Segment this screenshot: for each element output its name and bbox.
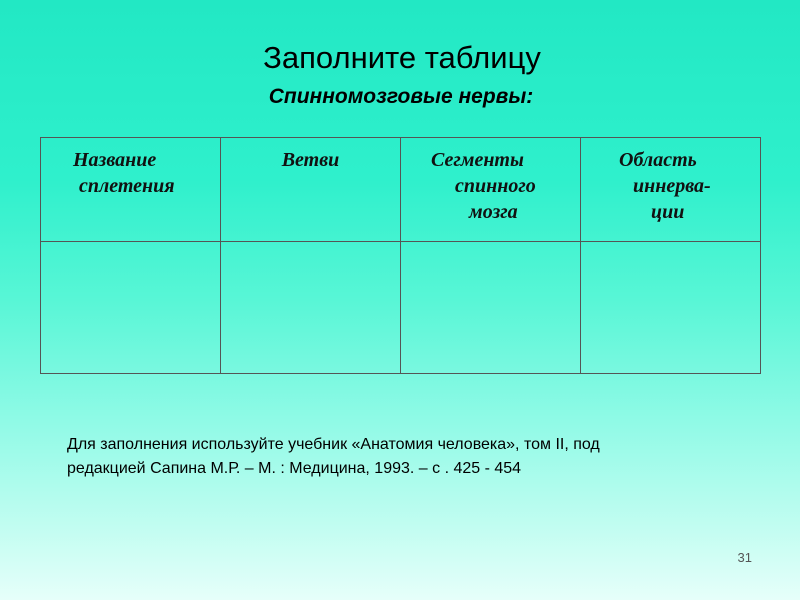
- header-line: сплетения: [79, 175, 175, 197]
- header-line: иннерва-: [633, 175, 711, 197]
- header-line: Область: [619, 149, 697, 171]
- header-line: мозга: [469, 201, 518, 223]
- table-cell-spinal-segments[interactable]: [401, 242, 581, 374]
- note-line-1: Для заполнения используйте учебник «Анатомия человека», том II, под: [67, 436, 600, 453]
- table-cell-plexus-name[interactable]: [41, 242, 221, 374]
- header-branches: [221, 138, 401, 242]
- note-line-2: редакцией Сапина М.Р. – М. : Медицина, 1993. – с . 425 - 454: [67, 460, 522, 477]
- header-line: Сегменты: [431, 149, 524, 171]
- table-row: [41, 242, 761, 374]
- header-innervation-area: [581, 138, 761, 242]
- header-line: Название: [73, 149, 157, 171]
- page-number: 31: [737, 550, 752, 565]
- header-line: спинного: [455, 175, 536, 197]
- header-line: Ветви: [281, 149, 340, 171]
- worksheet-table: [40, 137, 761, 374]
- table-cell-innervation-area[interactable]: [581, 242, 761, 374]
- slide-subtitle: [0, 85, 800, 109]
- textbook-reference-note: [67, 433, 767, 481]
- header-plexus-name: [41, 138, 221, 242]
- slide-title-text: Заполните таблицу: [263, 40, 541, 75]
- header-spinal-segments: [401, 138, 581, 242]
- table-header-row: [41, 138, 761, 242]
- table-cell-branches[interactable]: [221, 242, 401, 374]
- slide-subtitle-text: Спинномозговые нервы:: [268, 85, 534, 108]
- header-line: ции: [651, 201, 685, 223]
- slide-title: [0, 40, 800, 76]
